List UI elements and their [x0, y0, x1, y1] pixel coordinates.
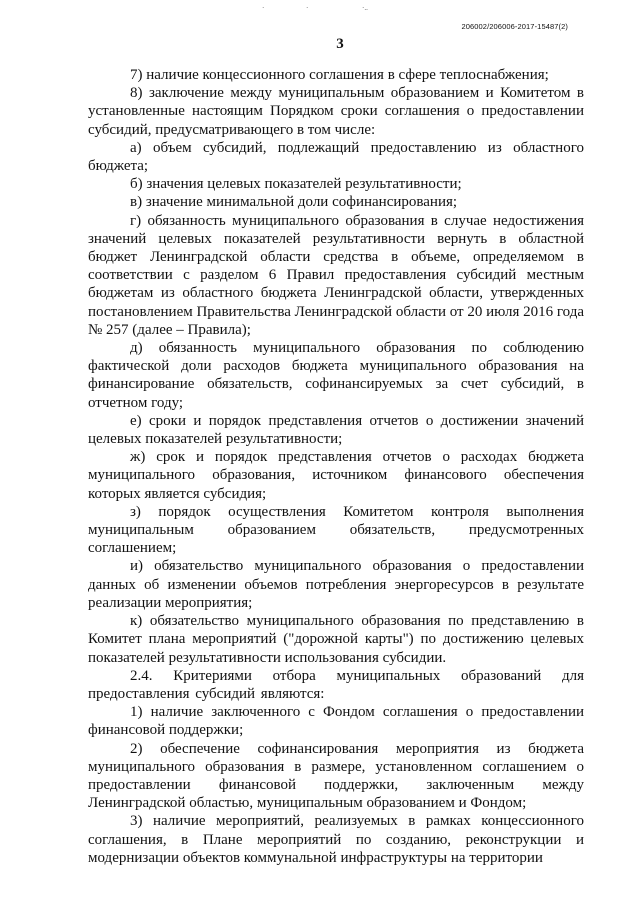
paragraph-subitem-b: б) значения целевых показателей результативности;: [130, 176, 462, 193]
paragraph-item-7: 7) наличие концессионного соглашения в сфере теплоснабжения;: [130, 67, 549, 83]
paragraph-subitem-d: д) обязанность муниципального образования по соблюдению фактической доли расходов бюджета муниципального образования на финансирование обязательств, софинансируемых за счет субсидий, в отчетном году;: [88, 340, 584, 411]
paragraph-subitem-i: и) обязательство муниципального образования о предоставлении данных об изменении объемов потребления энергоресурсов в результате реализации мероприятия;: [88, 558, 584, 611]
paragraph-subitem-e: е) сроки и порядок представления отчетов о достижении значений целевых показателей результативности;: [88, 412, 584, 448]
paragraph-section-2-4: 2.4. Критериями отбора муниципальных образований для предоставления субсидий являются:: [88, 667, 584, 702]
paragraph-subitem-z: з) порядок осуществления Комитетом контроля выполнения муниципальным образованием обязательств, предусмотренных соглашением;: [88, 503, 584, 557]
paragraph-criterion-3: 3) наличие мероприятий, реализуемых в рамках концессионного соглашения, в Плане мероприятий по созданию, реконструкции и модернизации объектов коммунальной инфраструктуры на территории: [88, 813, 584, 866]
scan-artifact: ·..: [362, 4, 368, 12]
paragraph-item-8: 8) заключение между муниципальным образованием и Комитетом в установленные настоящим Порядком сроки соглашения о предоставлении субсидий, предусматривающего в том числе:: [88, 85, 584, 138]
page-number: 3: [336, 36, 344, 52]
scan-artifact: ·: [262, 4, 265, 12]
paragraph-subitem-k: к) обязательство муниципального образования по представлению в Комитет плана мероприятий ("дорожной карты") по достижению целевых показателей результативности использования субсидии.: [88, 613, 584, 666]
document-body: [88, 66, 584, 867]
document-id: 206002/206006-2017-15487(2): [461, 22, 568, 31]
paragraph-criterion-1: 1) наличие заключенного с Фондом соглашения о предоставлении финансовой поддержки;: [88, 704, 584, 739]
paragraph-subitem-zh: ж) срок и порядок представления отчетов о расходах бюджета муниципального образования, источником финансового обеспечения которых является субсидия;: [88, 449, 584, 502]
paragraph-subitem-g: г) обязанность муниципального образования в случае недостижения значений целевых показателей результативности вернуть в областной бюджет Ленинградской области средства в объеме, определяемом в соответствии с разделом 6 Правил предоставления субсидий местным бюджетам из областного бюджета Ленинградской области, утвержденных постановлением Правительства Ленинградской области от 20 июля 2016 года № 257 (далее – Правила);: [88, 212, 584, 338]
scan-artifact: ·: [306, 4, 309, 12]
paragraph-criterion-2: 2) обеспечение софинансирования мероприятия из бюджета муниципального образования в размере, установленном соглашением о предоставлении финансовой поддержки, заключенным между Ленинградской областью, муниципальным образованием и Фондом;: [88, 740, 584, 812]
paragraph-subitem-v: в) значение минимальной доли софинансирования;: [130, 194, 458, 211]
paragraph-subitem-a: а) объем субсидий, подлежащий предоставлению из областного бюджета;: [88, 139, 584, 175]
